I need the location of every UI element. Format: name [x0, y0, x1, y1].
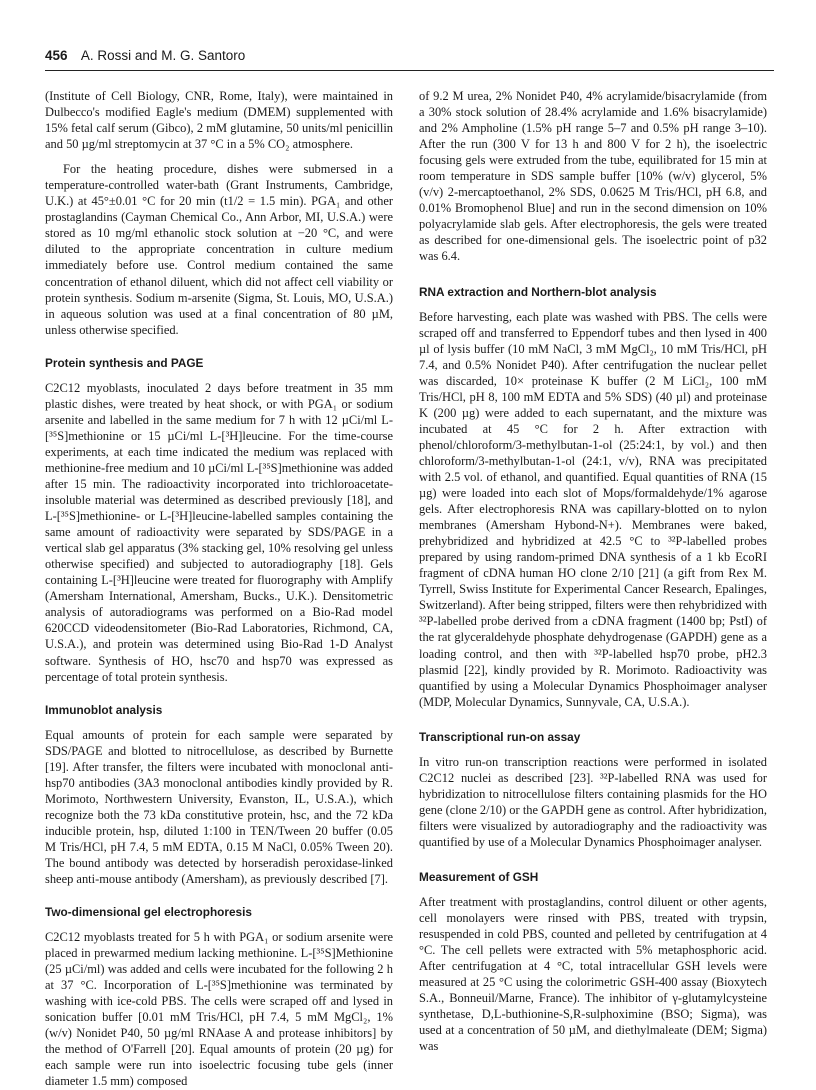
paragraph-heating: For the heating procedure, dishes were submersed in a temperature-controlled water-bath (Grant Instruments, Cambridge, U.K.) at 45°±0.01 °C for 20 min (t1/2 = 1.5 min). PGA₁ and other prostaglandins (Cayman Chemical Co., Ann Arbor, MI, U.S.A.) were stored as 10 mg/ml ethanolic stock solution at −20 °C, and were diluted to the appropriate concentration in culture medium immediately before use. Control medium contained the same concentration of ethanol diluent, which did not affect cell viability or protein synthesis. Sodium m-arsenite (Sigma, St. Louis, MO, U.S.A.) in aqueous solution was used at a final concentration of 80 µM, unless otherwise specified.: [45, 162, 393, 337]
page-number: 456: [45, 48, 68, 63]
paragraph-2d-gel-continued: of 9.2 M urea, 2% Nonidet P40, 4% acrylamide/bisacrylamide (from a 30% stock solution of 28.4% acrylamide and 1.6% bisacrylamide) and 2% Ampholine (1.5% pH range 5–7 and 0.5% pH range 3–10). After the run (300 V for 13 h and 800 V for 2 h), the isoelectric focusing gels were extruded from the tube, equilibrated for 15 min at room temperature in SDS sample buffer [10% (w/v) glycerol, 5% (v/v) 2-mercaptoethanol, 2% SDS, 0.0625 M Tris/HCl, pH 6.8, and 0.01% Bromophenol Blue] and run in the second dimension on 10% polyacrylamide slab gels. After electrophoresis, the gels were treated as described for one-dimensional gels. The isoelectric point of p32 was 6.4.: [419, 89, 767, 264]
header-rule: [45, 70, 774, 71]
heading-rna-extraction: RNA extraction and Northern-blot analysis: [419, 284, 657, 299]
running-authors: A. Rossi and M. G. Santoro: [80, 48, 246, 63]
heading-immunoblot: Immunoblot analysis: [45, 702, 163, 717]
heading-2d-gel: Two-dimensional gel electrophoresis: [45, 905, 252, 920]
heading-gsh: Measurement of GSH: [419, 869, 539, 884]
paragraph-rna-extraction: Before harvesting, each plate was washed with PBS. The cells were scraped off and transferred to Eppendorf tubes and then lysed in 400 µl of lysis buffer (10 mM NaCl, 3 mM MgCl₂, 10 mM Tris/HCl, pH 7.4, and 0.5% Nonidet P40). After centrifugation the nuclear pellet was discarded, 10× proteinase K buffer (2 M LiCl₂, 100 mM Tris/HCl, pH 8, 100 mM EDTA and 5% SDS) (40 µl) and proteinase K (200 µg) were added to each supernatant, and the mixture was incubated at 45 °C for 2 h. After extraction with phenol/chloroform/3-methylbutan-1-ol (25:24:1, by vol.) and then chloroform/3-methylbutan-1-ol (24:1, v/v), RNA was precipitated with 2.5 vol. of ethanol, and quantified. Equal quantities of RNA (15 µg) were loaded into each slot of Mops/formaldehyde/1% agarose gels. After electrophoresis RNA was capillary-blotted on to nylon membranes (Amersham Hybond-N+). Membranes were baked, prehybridized and hybridized at 42.5 °C to ³²P-labelled probes prepared by using random-primed DNA synthesis of a 1 kb EcoRI fragment of cDNA human HO clone 2/10 [21] (a gift from Rex M. Tyrrell, Swiss Institute for Experimental Cancer Research, Epalinges, Switzerland). After being stripped, filters were then rehybridized with ³²P-labelled probe derived from a cDNA fragment (1400 bp; PstI) of the rat glyceraldehyde phosphate dehydrogenase (GAPDH) gene as a loading control, and then with ³²P-labelled hsp70 probe, pH2.3 plasmid [22], kindly provided by R. Morimoto. Radioactivity was quantified by using a Molecular Dynamics Phosphoimager analyser (MDP, Molecular Dynamics, Sunnyvale, CA, U.S.A.).: [419, 309, 767, 709]
left-column: [45, 88, 393, 1090]
paragraph-cell-culture: (Institute of Cell Biology, CNR, Rome, Italy), were maintained in Dulbecco's modified Eagle's medium (DMEM) supplemented with 15% fetal calf serum (Gibco), 2 mM glutamine, 50 units/ml penicillin and 50 µg/ml streptomycin at 37 °C in a 5% CO₂ atmosphere.: [45, 89, 393, 152]
paragraph-immunoblot: Equal amounts of protein for each sample were separated by SDS/PAGE and blotted to nitrocellulose, as described by Burnette [19]. After transfer, the filters were incubated with monoclonal anti-hsp70 antibodies (3A3 monoclonal antibodies kindly provided by R. Morimoto, Northwestern University, Evanston, IL, U.S.A.), which recognize both the 73 kDa constitutive protein, hsc, and the 72 kDa inducible protein, hsp, diluted 1:100 in TEN/Tween 20 buffer (0.05 M Tris/HCl, pH 7.4, 5 mM EDTA, 0.15 M NaCl, 0.05% Tween 20). The bound antibody was detected by horseradish peroxidase-linked sheep anti-mouse antibody (Amersham), as previously described [7].: [45, 727, 393, 887]
paragraph-gsh: After treatment with prostaglandins, control diluent or other agents, cell monolayers were rinsed with PBS, treated with trypsin, resuspended in cold PBS, counted and pelleted by centrifugation at 4 °C. The cell pellets were extracted with 5% metaphosphoric acid. After centrifugation at 4 °C, total intracellular GSH levels were measured at 25 °C using the colorimetric GSH-400 assay (Bioxytech S.A., Bonneuil/Marne, France). The inhibitor of γ-glutamylcysteine synthetase, D,L-buthionine-S,R-sulphoximine (BSO; Sigma), was used at a concentration of 50 µM, and diethylmaleate (DEM; Sigma) was: [419, 894, 767, 1054]
heading-protein-synthesis: Protein synthesis and PAGE: [45, 355, 204, 370]
heading-run-on: Transcriptional run-on assay: [419, 729, 581, 744]
right-column: [419, 88, 767, 1054]
paragraph-2d-gel: C2C12 myoblasts treated for 5 h with PGA₁ or sodium arsenite were placed in prewarmed medium lacking methionine. L-[³⁵S]Methionine (25 µCi/ml) was added and cells were incubated for the following 2 h at 37 °C. Incorporation of L-[³⁵S]methionine was terminated by washing with ice-cold PBS. The cells were scraped off and lysed in sonication buffer [0.01 mM Tris/HCl, pH 7.4, 5 mM MgCl₂, 1% (w/v) Nonidet P40, 50 µg/ml RNAase A and protease inhibitors] by the method of O'Farrell [20]. Equal amounts of protein (20 µg) for each sample were run into isoelectric focusing tube gels (inner diameter 1.5 mm) composed: [45, 930, 393, 1089]
running-header: [45, 48, 245, 64]
paragraph-protein-synthesis: C2C12 myoblasts, inoculated 2 days before treatment in 35 mm plastic dishes, were treated by heat shock, or with PGA₁ or sodium arsenite and labelled in the same medium for 7 h with 12 µCi/ml L-[³⁵S]methionine or 15 µCi/ml L-[³H]leucine. For the time-course experiments, at each time indicated the medium was replaced with methionine-free medium and 10 µCi/ml L-[³⁵S]methionine was added after 15 min. The radioactivity incorporated into trichloroacetate-insoluble material was determined as described previously [18], and L-[³⁵S]methionine- or L-[³H]leucine-labelled samples containing the same amount of radioactivity were separated by SDS/PAGE in a vertical slab gel apparatus (3% stacking gel, 10% resolving gel unless otherwise specified) and subjected to autoradiography [18]. Gels containing L-[³H]leucine were treated for fluorography with Amplify (Amersham International, Amersham, Bucks., U.K.). Densitometric analysis of autoradiograms was performed on a Bio-Rad model 620CCD videodensitometer (Bio-Rad Laboratories, Richmond, CA, U.S.A.), and protein was determined using Bio-Rad 1-D Analyst software. Synthesis of HO, hsc70 and hsp70 was expressed as percentage of total protein synthesis.: [45, 380, 393, 684]
paragraph-run-on: In vitro run-on transcription reactions were performed in isolated C2C12 nuclei as described [23]. ³²P-labelled RNA was used for hybridization to nitrocellulose filters containing plasmids for the HO gene (clone 2/10) or the GAPDH gene as control. After hybridization, filters were visualized by autoradiography and the radioactivity was quantified by use of a Molecular Dynamics Phosphoimager analyser.: [419, 754, 767, 849]
